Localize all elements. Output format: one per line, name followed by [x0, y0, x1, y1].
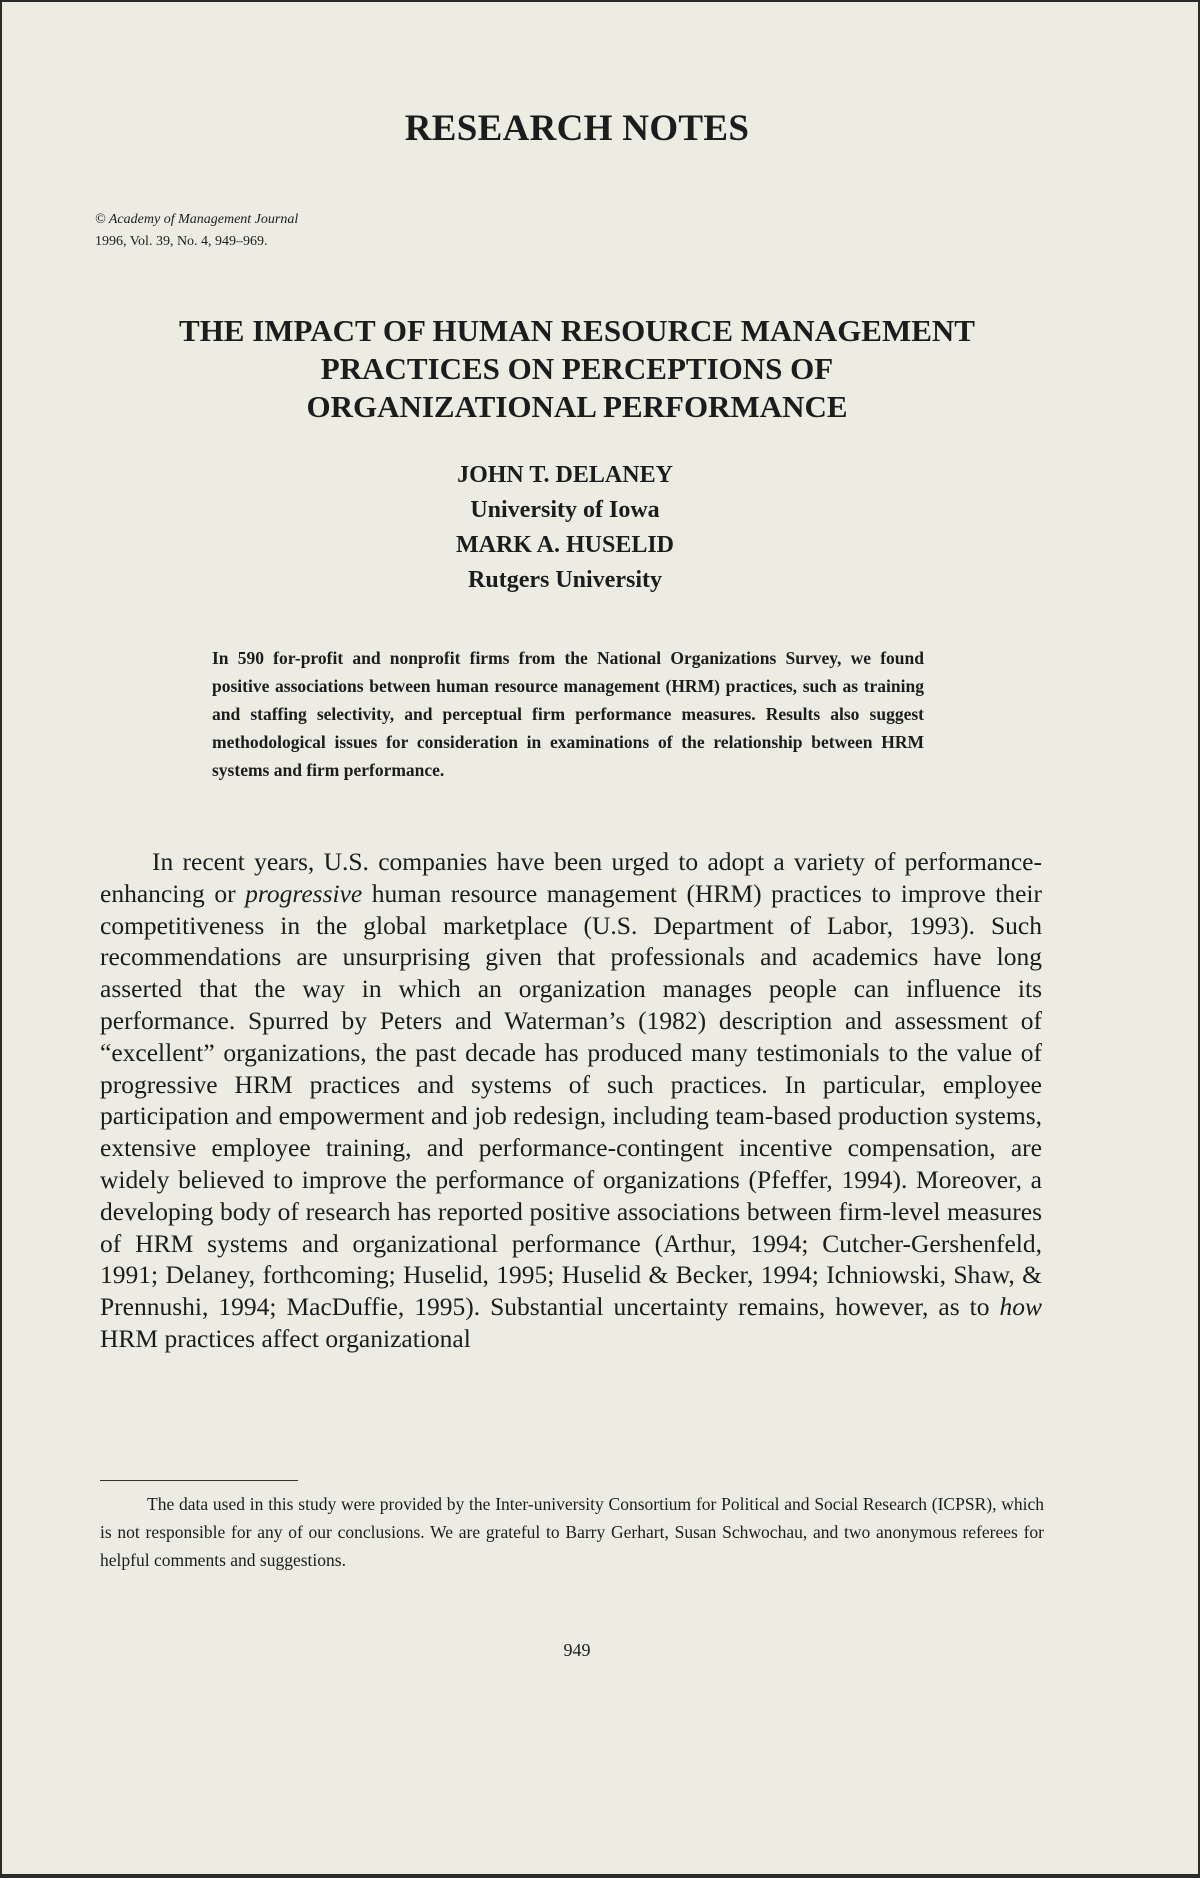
body-text-run: In recent years, U.S. companies have been urged to adopt a variety of performance-enhancing or — [100, 847, 1042, 908]
section-heading: RESEARCH NOTES — [404, 108, 750, 149]
author-name: MARK A. HUSELID — [455, 532, 675, 558]
page-number: 949 — [563, 1640, 591, 1660]
body-text — [100, 846, 1042, 1355]
author-name: JOHN T. DELANEY — [457, 462, 673, 488]
body-paragraph — [100, 846, 1042, 1355]
emphasis-text: progressive — [245, 878, 363, 908]
title-line: PRACTICES ON PERCEPTIONS OF — [320, 351, 834, 386]
footnote-divider — [100, 1480, 298, 1481]
abstract: In 590 for-profit and nonprofit firms from the National Organizations Survey, we found positive associations between human resource management (HRM) practices, such as training and staffing selectivity, and perceptual firm performance measures. Results also suggest methodological issues for consideration in examinations of the relationship between HRM systems and firm performance. — [212, 648, 924, 780]
journal-citation — [95, 209, 298, 253]
author-affiliation: University of Iowa — [470, 497, 660, 523]
journal-name: © Academy of Management Journal — [95, 212, 299, 227]
article-title — [2, 312, 1152, 426]
body-text-run: HRM practices affect organizational — [100, 1323, 471, 1353]
author-affiliation: Rutgers University — [468, 567, 662, 593]
author-block — [2, 458, 1128, 598]
title-line: ORGANIZATIONAL PERFORMANCE — [306, 389, 848, 424]
emphasis-text: how — [999, 1292, 1042, 1322]
volume-info: 1996, Vol. 39, No. 4, 949–969. — [95, 234, 268, 249]
title-line: THE IMPACT OF HUMAN RESOURCE MANAGEMENT — [179, 313, 975, 348]
journal-page — [2, 2, 1198, 1874]
footnote-text: The data used in this study were provided by the Inter-university Consortium for Political and Social Research (ICPSR), which is not responsible for any of our conclusions. We are grateful to Barry Gerhart, Susan Schwochau, and two anonymous referees for helpful comments and suggestions. — [100, 1494, 1044, 1570]
body-text-run: human resource management (HRM) practices to improve their competitiveness in the global marketplace (U.S. Department of Labor, 1993). Such recommendations are unsurprising given that professionals and academics have long asserted that the way in which an organization manages people can influence its performance. Spurred by Peters and Waterman’s (1982) description and assessment of “excellent” organizations, the past decade has produced many testimonials to the value of progressive HRM practices and systems of such practices. In particular, employee participation and empowerment and job redesign, including team-based production systems, extensive employee training, and performance-contingent incentive compensation, are widely believed to improve the performance of organizations (Pfeffer, 1994). Moreover, a developing body of research has reported positive associations between firm-level measures of HRM systems and organizational performance (Arthur, 1994; Cutcher-Gershenfeld, 1991; Delaney, forthcoming; Huselid, 1995; Huselid & Becker, 1994; Ichniowski, Shaw, & Prennushi, 1994; MacDuffie, 1995). Substantial uncertainty remains, however, as to — [100, 878, 1042, 1322]
footnote — [100, 1490, 1044, 1574]
